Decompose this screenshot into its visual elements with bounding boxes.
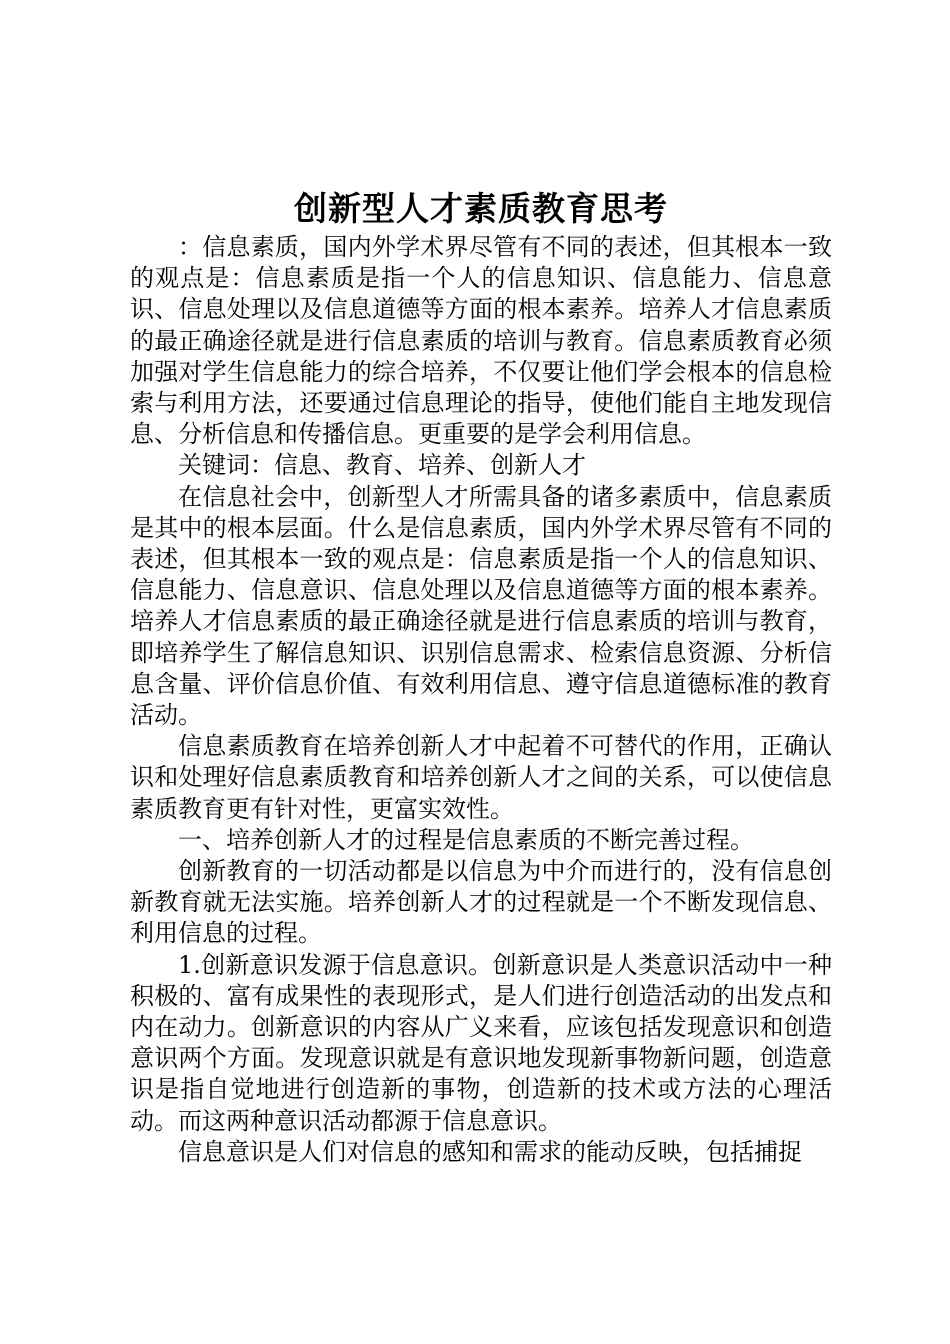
keywords-paragraph: 关键词：信息、教育、培养、创新人才 xyxy=(178,451,586,480)
abstract-paragraph: ：信息素质，国内外学术界尽管有不同的表述，但其根本一致的观点是：信息素质是指一个人的信息知识、信息能力、信息意识、信息处理以及信息道德等方面的根本素养。培养人才信息素质的最正确途径就是进行信息素质的培训与教育。信息素质教育必须加强对学生信息能力的综合培养，不仅要让他们学会根本的信息检索与利用方法，还要通过信息理论的指导，使他们能自主地发现信息、分析信息和传播信息。更重要的是学会利用信息。 xyxy=(130,233,832,449)
numbered-paragraph: 1.创新意识发源于信息意识。创新意识是人类意识活动中一种积极的、富有成果性的表现形式，是人们进行创造活动的出发点和内在动力。创新意识的内容从广义来看，应该包括发现意识和创造意识两个方面。发现意识就是有意识地发现新事物新问题，创造意识是指自觉地进行创造新的事物，创造新的技术或方法的心理活动。而这两种意识活动都源于信息意识。 xyxy=(130,950,832,1135)
body-paragraph: 创新教育的一切活动都是以信息为中介而进行的，没有信息创新教育就无法实施。培养创新人才的过程就是一个不断发现信息、利用信息的过程。 xyxy=(130,857,832,948)
document-title: 创新型人才素质教育思考 xyxy=(294,189,668,228)
section-heading: 一、培养创新人才的过程是信息素质的不断完善过程。 xyxy=(178,825,754,854)
body-paragraph: 在信息社会中，创新型人才所需具备的诸多素质中，信息素质是其中的根本层面。什么是信息素质，国内外学术界尽管有不同的表述，但其根本一致的观点是：信息素质是指一个人的信息知识、信息能力、信息意识、信息处理以及信息道德等方面的根本素养。培养人才信息素质的最正确途径就是进行信息素质的培训与教育，即培养学生了解信息知识、识别信息需求、检索信息资源、分析信息含量、评价信息价值、有效利用信息、遵守信息道德标准的教育活动。 xyxy=(130,482,832,730)
body-paragraph: 信息素质教育在培养创新人才中起着不可替代的作用，正确认识和处理好信息素质教育和培养创新人才之间的关系，可以使信息素质教育更有针对性，更富实效性。 xyxy=(130,732,832,823)
document-page xyxy=(130,186,832,1168)
body-paragraph: 信息意识是人们对信息的感知和需求的能动反映，包括捕捉 xyxy=(178,1137,802,1166)
